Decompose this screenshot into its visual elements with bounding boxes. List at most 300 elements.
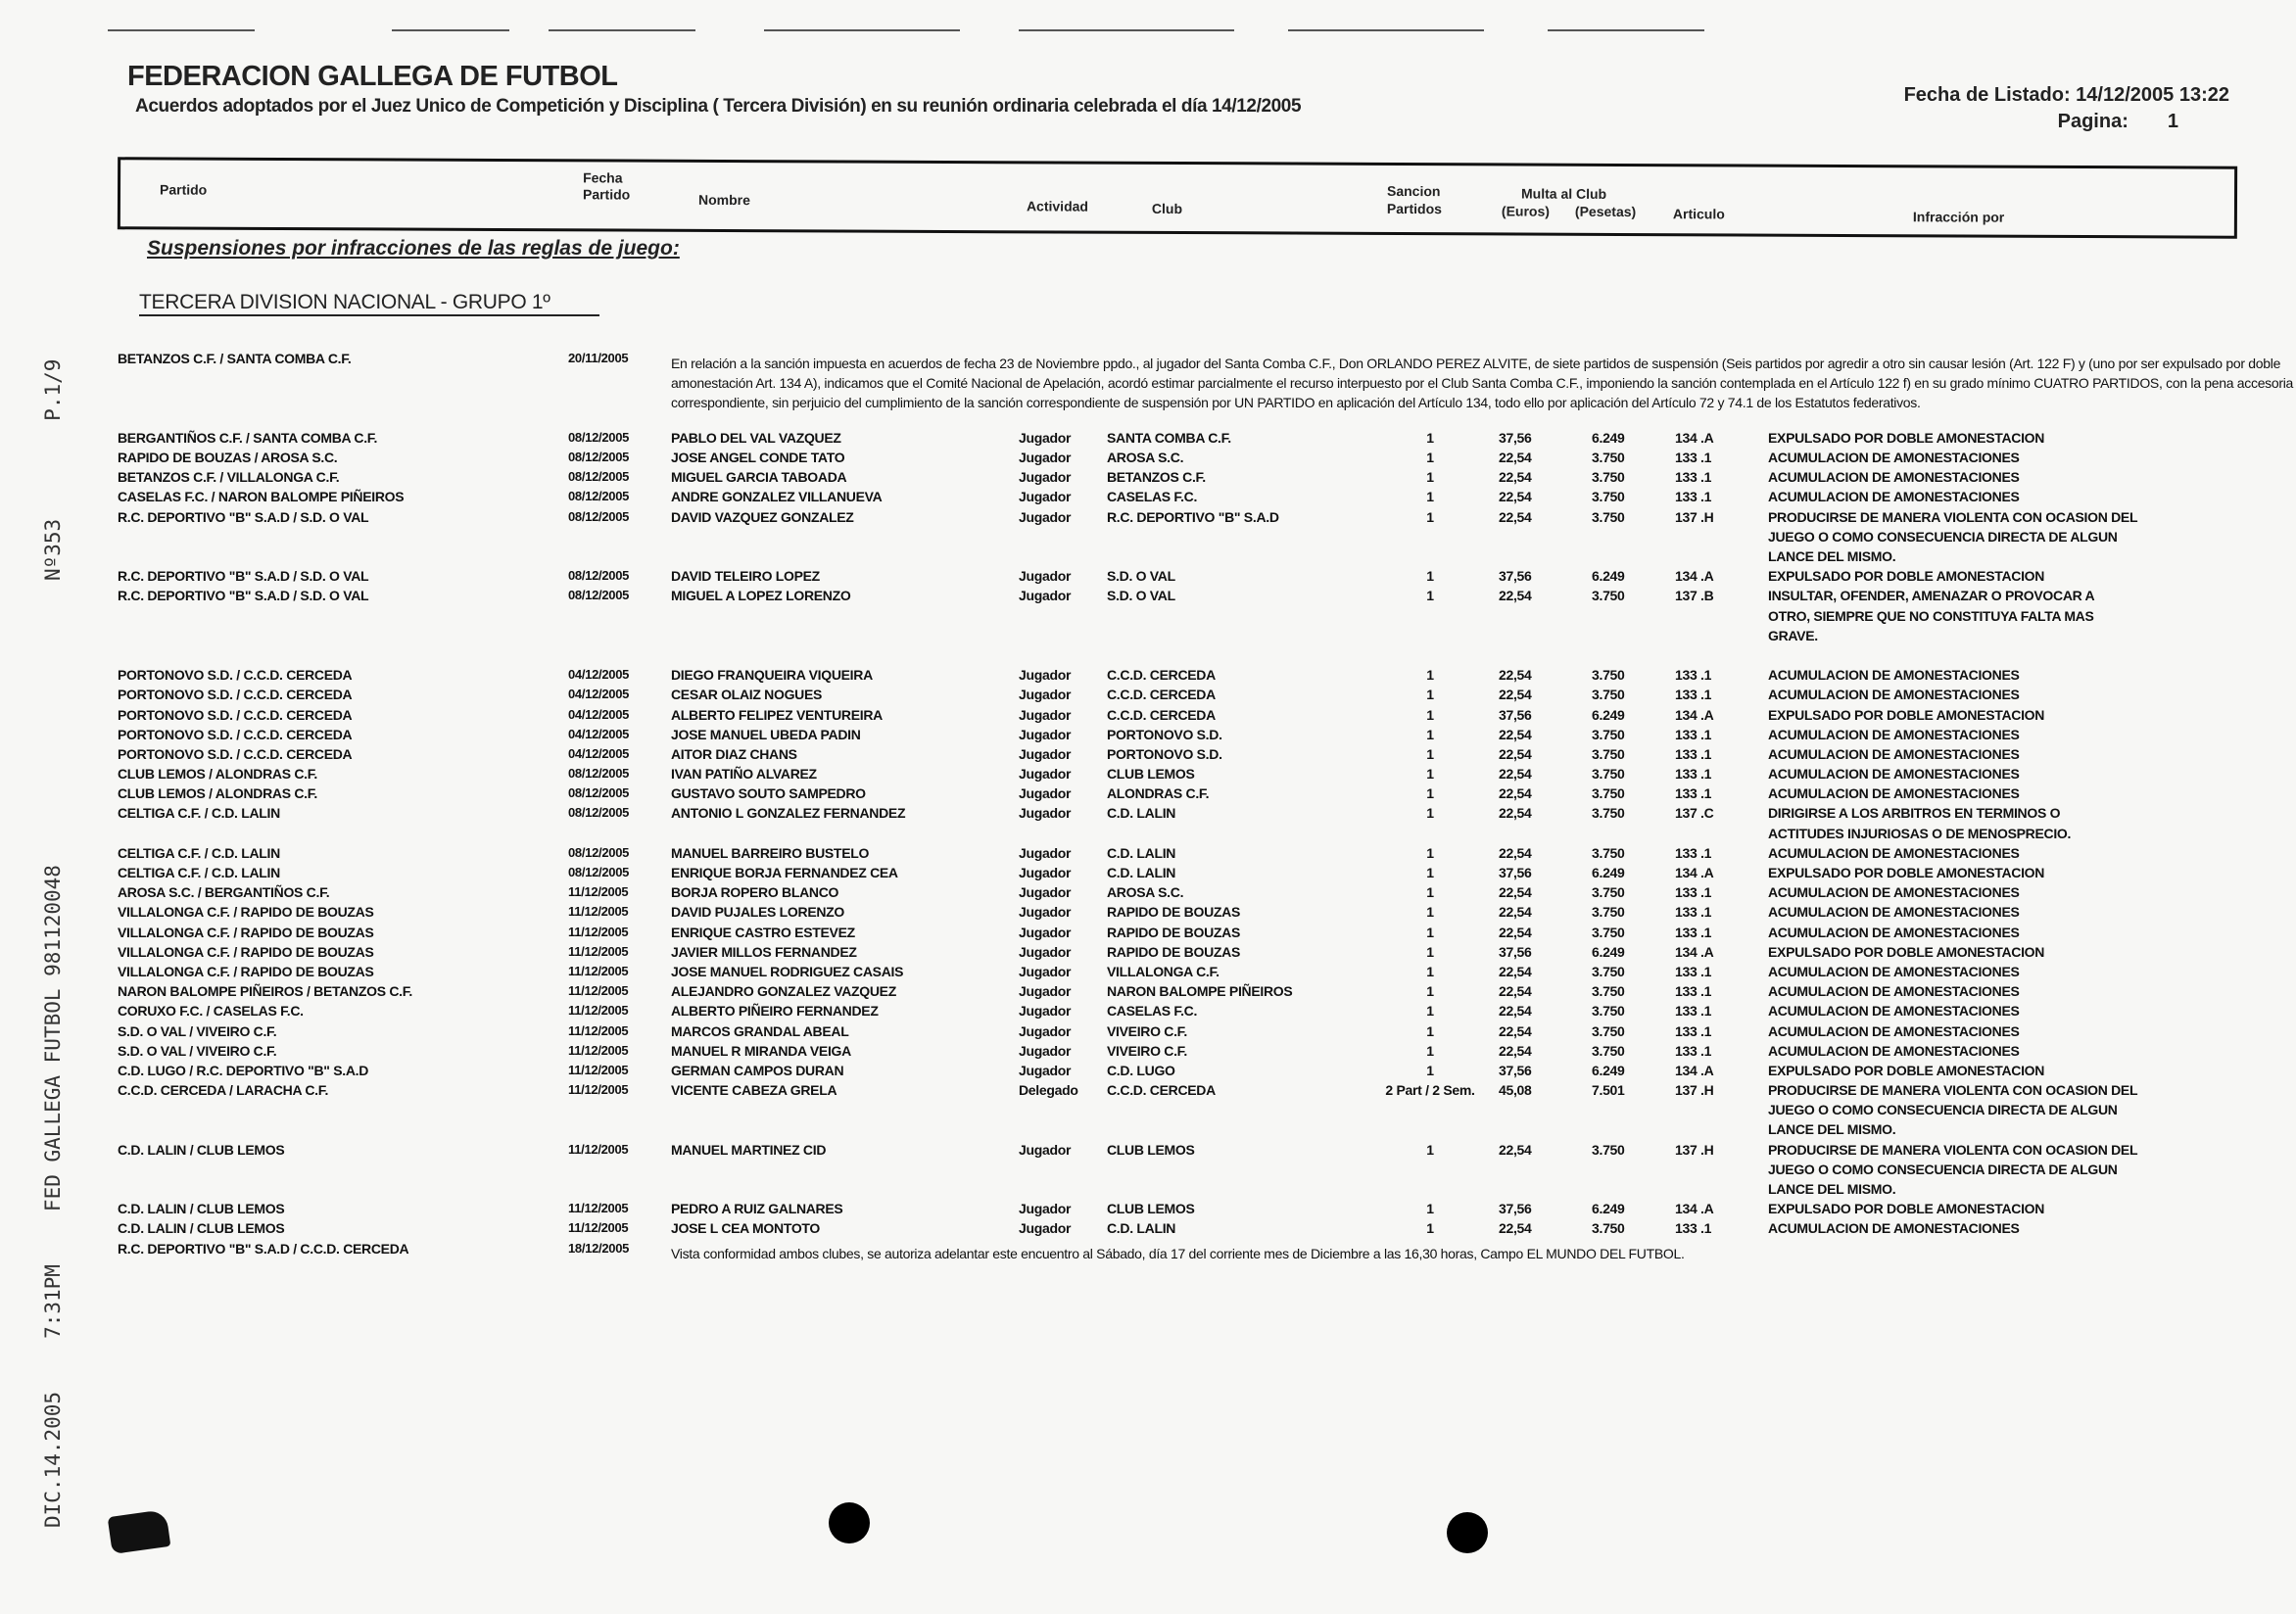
match-date: 08/12/2005 — [568, 568, 630, 584]
player-name: JOSE MANUEL RODRIGUEZ CASAIS — [671, 963, 904, 979]
article: 133 .1 — [1675, 1220, 1712, 1237]
fine-euros: 22,54 — [1499, 785, 1532, 802]
club: CASELAS F.C. — [1107, 1003, 1198, 1020]
fine-pesetas: 3.750 — [1592, 449, 1625, 465]
infraction-line: INSULTAR, OFENDER, AMENAZAR O PROVOCAR A — [1768, 588, 2095, 604]
scan-artifact-line — [108, 29, 255, 31]
match: C.D. LALIN / CLUB LEMOS — [118, 1141, 285, 1158]
sanction-row — [118, 902, 2253, 922]
infraction — [1768, 566, 2044, 586]
sanction-row — [118, 744, 2253, 764]
sanction-row — [118, 487, 2253, 506]
infraction-line: ACUMULACION DE AMONESTACIONES — [1768, 766, 2020, 783]
group-title: TERCERA DIVISION NACIONAL - GRUPO 1º — [139, 291, 599, 316]
activity: Jugador — [1019, 429, 1072, 446]
player-name: MIGUEL GARCIA TABOADA — [671, 469, 847, 486]
fine-pesetas: 3.750 — [1592, 1141, 1625, 1158]
player-name: MARCOS GRANDAL ABEAL — [671, 1022, 849, 1039]
fine-pesetas: 3.750 — [1592, 687, 1625, 703]
club: R.C. DEPORTIVO "B" S.A.D — [1107, 508, 1279, 525]
listing-date: Fecha de Listado: 14/12/2005 13:22 — [1903, 84, 2229, 106]
article: 133 .1 — [1675, 924, 1712, 940]
column-header-box — [118, 157, 2237, 238]
suspension-matches: 1 — [1426, 687, 1434, 703]
match: BERGANTIÑOS C.F. / SANTA COMBA C.F. — [118, 429, 378, 446]
infraction-line: EXPULSADO POR DOBLE AMONESTACION — [1768, 865, 2045, 881]
article: 133 .1 — [1675, 904, 1712, 921]
fine-euros: 22,54 — [1499, 963, 1532, 979]
player-name: JAVIER MILLOS FERNANDEZ — [671, 943, 857, 960]
infraction — [1768, 487, 2020, 506]
club: AROSA S.C. — [1107, 884, 1184, 901]
fine-euros: 37,56 — [1499, 865, 1532, 881]
fine-pesetas: 6.249 — [1592, 1201, 1625, 1217]
fine-pesetas: 6.249 — [1592, 865, 1625, 881]
player-name: MIGUEL A LOPEZ LORENZO — [671, 588, 851, 604]
sanction-row — [118, 942, 2253, 962]
article: 134 .A — [1675, 568, 1714, 585]
col-multa: Multa al Club — [1520, 185, 1607, 202]
fine-pesetas: 3.750 — [1592, 588, 1625, 604]
suspension-matches: 1 — [1426, 884, 1434, 901]
suspension-matches: 1 — [1426, 568, 1434, 585]
activity: Jugador — [1019, 884, 1072, 901]
match: RAPIDO DE BOUZAS / AROSA S.C. — [118, 449, 338, 465]
infraction — [1768, 803, 2071, 842]
player-name: GERMAN CAMPOS DURAN — [671, 1062, 844, 1078]
match-date: 11/12/2005 — [568, 1082, 629, 1098]
infraction-line: PRODUCIRSE DE MANERA VIOLENTA CON OCASION DEL — [1768, 508, 2138, 525]
article: 137 .H — [1675, 508, 1714, 525]
infraction-line: ACUMULACION DE AMONESTACIONES — [1768, 726, 2020, 742]
infraction-line: ACUMULACION DE AMONESTACIONES — [1768, 983, 2020, 1000]
note-row — [118, 1239, 2253, 1261]
club: C.C.D. CERCEDA — [1107, 1082, 1216, 1099]
fine-euros: 22,54 — [1499, 884, 1532, 901]
sanction-row — [118, 1061, 2253, 1080]
fine-euros: 22,54 — [1499, 469, 1532, 486]
infraction — [1768, 1140, 2137, 1200]
punch-hole — [829, 1502, 870, 1543]
note-text: En relación a la sanción impuesta en acuerdos de fecha 23 de Noviembre ppdo., al jugador del Santa Comba C.F., Don ORLANDO PEREZ ALVITE, de siete partidos de suspensión (Seis partidos por agredir a otro sin causar lesión (Art. 122 F) y (uno por ser expulsado por doble amonestación Art. 134 A), indicamos que el Comité Nacional de Apelación, acordó estimar parcialmente el recurso interpuesto por el Club Santa Comba C.F., imponiendo la sanción contemplada en el Artículo 122 f) en su grado mínimo CUATRO PARTIDOS, con la pena accesoria correspondiente, sin perjuicio del cumplimiento de la sanción correspondiente de suspensión por UN PARTIDO en aplicación del Artículo 134, todo ello por aplicación del Artículo 72 y 74.1 de los Estatutos federativos. — [671, 356, 2294, 411]
suspension-matches: 1 — [1426, 1201, 1434, 1217]
sanction-row — [118, 467, 2253, 487]
scan-artifact-line — [392, 29, 509, 31]
fine-pesetas: 3.750 — [1592, 904, 1625, 921]
article: 133 .1 — [1675, 844, 1712, 861]
scan-artifact-line — [764, 29, 960, 31]
col-fecha-1: Fecha — [583, 169, 623, 186]
suspension-matches: 1 — [1426, 844, 1434, 861]
infraction — [1768, 902, 2020, 922]
match: VILLALONGA C.F. / RAPIDO DE BOUZAS — [118, 924, 374, 940]
suspension-matches: 1 — [1426, 1042, 1434, 1059]
match: PORTONOVO S.D. / C.C.D. CERCEDA — [118, 687, 353, 703]
document-subtitle: Acuerdos adoptados por el Juez Unico de Competición y Disciplina ( Tercera División) en su reunión ordinaria celebrada el día 14/12/2005 — [135, 96, 1302, 117]
match-date: 11/12/2005 — [568, 1062, 629, 1077]
player-name: ANTONIO L GONZALEZ FERNANDEZ — [671, 805, 906, 822]
player-name: JOSE ANGEL CONDE TATO — [671, 449, 845, 465]
match: C.C.D. CERCEDA / LARACHA C.F. — [118, 1082, 329, 1099]
activity: Jugador — [1019, 766, 1072, 783]
infraction-line: JUEGO O COMO CONSECUENCIA DIRECTA DE ALGUN — [1768, 1161, 2118, 1177]
activity: Jugador — [1019, 489, 1072, 505]
article: 133 .1 — [1675, 1042, 1712, 1059]
player-name: DAVID TELEIRO LOPEZ — [671, 568, 820, 585]
col-club: Club — [1151, 200, 1183, 217]
fine-euros: 22,54 — [1499, 588, 1532, 604]
match: S.D. O VAL / VIVEIRO C.F. — [118, 1022, 277, 1039]
activity: Jugador — [1019, 785, 1072, 802]
sanction-row — [118, 665, 2253, 685]
match-date: 08/12/2005 — [568, 785, 630, 801]
player-name: AITOR DIAZ CHANS — [671, 745, 797, 762]
fine-euros: 22,54 — [1499, 1042, 1532, 1059]
club: CLUB LEMOS — [1107, 766, 1195, 783]
activity: Jugador — [1019, 943, 1072, 960]
article: 133 .1 — [1675, 687, 1712, 703]
suspension-matches: 1 — [1426, 924, 1434, 940]
player-name: ANDRE GONZALEZ VILLANUEVA — [671, 489, 883, 505]
suspension-matches: 1 — [1426, 489, 1434, 505]
fine-pesetas: 3.750 — [1592, 1003, 1625, 1020]
infraction-line: ACUMULACION DE AMONESTACIONES — [1768, 1003, 2020, 1020]
article: 133 .1 — [1675, 1003, 1712, 1020]
col-euros: (Euros) — [1501, 203, 1550, 219]
activity: Jugador — [1019, 508, 1072, 525]
club: AROSA S.C. — [1107, 449, 1184, 465]
scan-artifact-line — [549, 29, 695, 31]
fine-pesetas: 3.750 — [1592, 1022, 1625, 1039]
infraction — [1768, 923, 2020, 942]
article: 133 .1 — [1675, 469, 1712, 486]
suspension-matches: 1 — [1426, 1141, 1434, 1158]
page-label: Pagina: — [2057, 111, 2129, 132]
infraction-line: ACUMULACION DE AMONESTACIONES — [1768, 745, 2020, 762]
match-date: 11/12/2005 — [568, 1042, 629, 1058]
suspension-matches: 1 — [1426, 726, 1434, 742]
infraction — [1768, 1041, 2020, 1061]
infraction — [1768, 843, 2020, 863]
infraction — [1768, 1199, 2044, 1218]
fine-pesetas: 6.249 — [1592, 568, 1625, 585]
match: CLUB LEMOS / ALONDRAS C.F. — [118, 785, 318, 802]
page-indicator — [2058, 111, 2178, 133]
col-sancion-1: Sancion — [1386, 182, 1441, 200]
infraction-line: ACTITUDES INJURIOSAS O DE MENOSPRECIO. — [1768, 825, 2072, 841]
fine-euros: 22,54 — [1499, 844, 1532, 861]
scan-artifact-line — [1548, 29, 1704, 31]
club: C.D. LUGO — [1107, 1062, 1175, 1078]
infraction — [1768, 1001, 2020, 1021]
player-name: BORJA ROPERO BLANCO — [671, 884, 839, 901]
infraction-line: EXPULSADO POR DOBLE AMONESTACION — [1768, 943, 2045, 960]
sanction-row — [118, 981, 2253, 1001]
article: 133 .1 — [1675, 1022, 1712, 1039]
infraction — [1768, 783, 2020, 803]
activity: Jugador — [1019, 1201, 1072, 1217]
article: 134 .A — [1675, 865, 1714, 881]
fine-pesetas: 3.750 — [1592, 805, 1625, 822]
activity: Jugador — [1019, 588, 1072, 604]
match: BETANZOS C.F. / VILLALONGA C.F. — [118, 469, 340, 486]
match-date: 11/12/2005 — [568, 924, 629, 939]
player-name: DAVID PUJALES LORENZO — [671, 904, 845, 921]
match: C.D. LUGO / R.C. DEPORTIVO "B" S.A.D — [118, 1062, 369, 1078]
match-date: 11/12/2005 — [568, 1003, 629, 1019]
match: CELTIGA C.F. / C.D. LALIN — [118, 844, 280, 861]
sanction-row — [118, 448, 2253, 467]
infraction — [1768, 1218, 2020, 1238]
fine-euros: 22,54 — [1499, 667, 1532, 684]
infraction — [1768, 507, 2137, 567]
club: C.C.D. CERCEDA — [1107, 706, 1216, 723]
article: 133 .1 — [1675, 449, 1712, 465]
fine-euros: 22,54 — [1499, 489, 1532, 505]
fine-pesetas: 3.750 — [1592, 489, 1625, 505]
article: 133 .1 — [1675, 884, 1712, 901]
match-date: 11/12/2005 — [568, 943, 629, 959]
article: 134 .A — [1675, 1062, 1714, 1078]
club: BETANZOS C.F. — [1107, 469, 1206, 486]
match-date: 11/12/2005 — [568, 1201, 629, 1216]
club: VIVEIRO C.F. — [1107, 1042, 1187, 1059]
suspension-matches: 2 Part / 2 Sem. — [1385, 1082, 1475, 1099]
infraction — [1768, 448, 2020, 467]
match-date: 08/12/2005 — [568, 508, 630, 524]
match: CELTIGA C.F. / C.D. LALIN — [118, 865, 280, 881]
sanction-row — [118, 1041, 2253, 1061]
club: C.C.D. CERCEDA — [1107, 667, 1216, 684]
col-articulo: Articulo — [1672, 206, 1725, 222]
activity: Jugador — [1019, 449, 1072, 465]
activity: Jugador — [1019, 568, 1072, 585]
match-date: 11/12/2005 — [568, 1220, 629, 1236]
infraction-line: ACUMULACION DE AMONESTACIONES — [1768, 884, 2020, 901]
infraction — [1768, 764, 2020, 783]
club: C.C.D. CERCEDA — [1107, 687, 1216, 703]
sanction-row — [118, 507, 2253, 567]
article: 134 .A — [1675, 429, 1714, 446]
club: S.D. O VAL — [1107, 588, 1175, 604]
fine-euros: 22,54 — [1499, 904, 1532, 921]
sanction-row — [118, 803, 2253, 842]
match-date: 11/12/2005 — [568, 983, 629, 999]
match: R.C. DEPORTIVO "B" S.A.D / C.C.D. CERCEDA — [118, 1240, 409, 1257]
player-name: GUSTAVO SOUTO SAMPEDRO — [671, 785, 866, 802]
match-date: 11/12/2005 — [568, 963, 629, 978]
suspension-matches: 1 — [1426, 1220, 1434, 1237]
scan-artifact-line — [1288, 29, 1484, 31]
sanction-row — [118, 685, 2253, 704]
fine-pesetas: 3.750 — [1592, 667, 1625, 684]
infraction-line: ACUMULACION DE AMONESTACIONES — [1768, 449, 2020, 465]
fine-pesetas: 6.249 — [1592, 1062, 1625, 1078]
infraction-line: EXPULSADO POR DOBLE AMONESTACION — [1768, 429, 2045, 446]
player-name: JOSE MANUEL UBEDA PADIN — [671, 726, 861, 742]
activity: Jugador — [1019, 745, 1072, 762]
infraction — [1768, 467, 2020, 487]
match-date: 08/12/2005 — [568, 766, 630, 782]
sanction-row — [118, 1021, 2253, 1041]
match-date: 04/12/2005 — [568, 687, 630, 702]
article: 134 .A — [1675, 1201, 1714, 1217]
activity: Jugador — [1019, 865, 1072, 881]
fine-euros: 22,54 — [1499, 1003, 1532, 1020]
activity: Jugador — [1019, 469, 1072, 486]
scan-artifact-line — [1019, 29, 1234, 31]
fine-euros: 22,54 — [1499, 687, 1532, 703]
activity: Jugador — [1019, 1220, 1072, 1237]
fine-euros: 37,56 — [1499, 943, 1532, 960]
sanction-row — [118, 882, 2253, 902]
suspension-matches: 1 — [1426, 449, 1434, 465]
sanction-row — [118, 1001, 2253, 1021]
col-infraccion: Infracción por — [1912, 209, 2005, 225]
fine-pesetas: 3.750 — [1592, 1220, 1625, 1237]
sanctions-list — [118, 349, 2294, 1261]
club: VIVEIRO C.F. — [1107, 1022, 1187, 1039]
infraction-line: GRAVE. — [1768, 627, 1818, 643]
infraction-line: ACUMULACION DE AMONESTACIONES — [1768, 667, 2020, 684]
player-name: VICENTE CABEZA GRELA — [671, 1082, 837, 1099]
suspension-matches: 1 — [1426, 469, 1434, 486]
player-name: ENRIQUE BORJA FERNANDEZ CEA — [671, 865, 898, 881]
activity: Jugador — [1019, 963, 1072, 979]
infraction — [1768, 685, 2020, 704]
infraction-line: EXPULSADO POR DOBLE AMONESTACION — [1768, 1062, 2045, 1078]
fine-euros: 37,56 — [1499, 568, 1532, 585]
club: SANTA COMBA C.F. — [1107, 429, 1231, 446]
activity: Delegado — [1019, 1082, 1078, 1099]
fax-number: Nº353 — [41, 518, 65, 582]
activity: Jugador — [1019, 844, 1072, 861]
suspension-matches: 1 — [1426, 865, 1434, 881]
sanction-row — [118, 764, 2253, 783]
article: 133 .1 — [1675, 667, 1712, 684]
note-text: Vista conformidad ambos clubes, se autoriza adelantar este encuentro al Sábado, día 17 del corriente mes de Diciembre a las 16,30 horas, Campo EL MUNDO DEL FUTBOL. — [671, 1245, 1685, 1261]
col-actividad: Actividad — [1026, 198, 1089, 214]
club: CASELAS F.C. — [1107, 489, 1198, 505]
player-name: ENRIQUE CASTRO ESTEVEZ — [671, 924, 855, 940]
suspension-matches: 1 — [1426, 983, 1434, 1000]
fine-euros: 22,54 — [1499, 508, 1532, 525]
fine-euros: 37,56 — [1499, 1062, 1532, 1078]
player-name: ALBERTO FELIPEZ VENTUREIRA — [671, 706, 883, 723]
player-name: PEDRO A RUIZ GALNARES — [671, 1201, 843, 1217]
fine-pesetas: 6.249 — [1592, 429, 1625, 446]
activity: Jugador — [1019, 1003, 1072, 1020]
article: 133 .1 — [1675, 489, 1712, 505]
match: S.D. O VAL / VIVEIRO C.F. — [118, 1042, 277, 1059]
match: CLUB LEMOS / ALONDRAS C.F. — [118, 766, 318, 783]
match-date: 11/12/2005 — [568, 1141, 629, 1157]
fine-euros: 22,54 — [1499, 983, 1532, 1000]
player-name: DIEGO FRANQUEIRA VIQUEIRA — [671, 667, 873, 684]
suspension-matches: 1 — [1426, 667, 1434, 684]
fine-pesetas: 3.750 — [1592, 766, 1625, 783]
infraction-line: DIRIGIRSE A LOS ARBITROS EN TERMINOS O — [1768, 805, 2061, 822]
fine-euros: 22,54 — [1499, 726, 1532, 742]
club: S.D. O VAL — [1107, 568, 1175, 585]
player-name: CESAR OLAIZ NOGUES — [671, 687, 823, 703]
match-date: 08/12/2005 — [568, 805, 630, 821]
activity: Jugador — [1019, 667, 1072, 684]
section-title: Suspensiones por infracciones de las reglas de juego: — [147, 237, 680, 260]
article: 133 .1 — [1675, 785, 1712, 802]
infraction-line: EXPULSADO POR DOBLE AMONESTACION — [1768, 706, 2045, 723]
fine-pesetas: 3.750 — [1592, 1042, 1625, 1059]
fine-euros: 22,54 — [1499, 1141, 1532, 1158]
infraction — [1768, 962, 2020, 981]
article: 137 .H — [1675, 1082, 1714, 1099]
player-name: DAVID VAZQUEZ GONZALEZ — [671, 508, 854, 525]
infraction-line: EXPULSADO POR DOBLE AMONESTACION — [1768, 568, 2045, 585]
match-date: 18/12/2005 — [568, 1240, 630, 1256]
infraction — [1768, 882, 2020, 902]
infraction — [1768, 981, 2020, 1001]
col-sancion-2: Partidos — [1386, 200, 1443, 217]
activity: Jugador — [1019, 924, 1072, 940]
activity: Jugador — [1019, 1022, 1072, 1039]
fine-pesetas: 3.750 — [1592, 726, 1625, 742]
match: VILLALONGA C.F. / RAPIDO DE BOUZAS — [118, 943, 374, 960]
club: ALONDRAS C.F. — [1107, 785, 1210, 802]
player-name: ALBERTO PIÑEIRO FERNANDEZ — [671, 1003, 879, 1020]
suspension-matches: 1 — [1426, 805, 1434, 822]
sanction-row — [118, 586, 2253, 665]
suspension-matches: 1 — [1426, 943, 1434, 960]
infraction-line: ACUMULACION DE AMONESTACIONES — [1768, 924, 2020, 940]
fax-transmission-header — [41, 307, 65, 1528]
fine-pesetas: 3.750 — [1592, 983, 1625, 1000]
match: PORTONOVO S.D. / C.C.D. CERCEDA — [118, 667, 353, 684]
infraction-line: ACUMULACION DE AMONESTACIONES — [1768, 1220, 2020, 1237]
club: NARON BALOMPE PIÑEIROS — [1107, 983, 1293, 1000]
match-date: 08/12/2005 — [568, 489, 630, 504]
suspension-matches: 1 — [1426, 785, 1434, 802]
article: 133 .1 — [1675, 963, 1712, 979]
club: C.D. LALIN — [1107, 844, 1176, 861]
infraction-line: ACUMULACION DE AMONESTACIONES — [1768, 1022, 2020, 1039]
fax-time: 7:31PM — [41, 1264, 65, 1339]
suspension-matches: 1 — [1426, 904, 1434, 921]
infraction-line: ACUMULACION DE AMONESTACIONES — [1768, 963, 2020, 979]
match-date: 04/12/2005 — [568, 745, 630, 761]
fine-pesetas: 3.750 — [1592, 963, 1625, 979]
infraction-line: ACUMULACION DE AMONESTACIONES — [1768, 844, 2020, 861]
player-name: ALEJANDRO GONZALEZ VAZQUEZ — [671, 983, 896, 1000]
match-date: 04/12/2005 — [568, 726, 630, 741]
club: RAPIDO DE BOUZAS — [1107, 943, 1240, 960]
sanction-row — [118, 566, 2253, 586]
article: 134 .A — [1675, 943, 1714, 960]
note-row — [118, 349, 2294, 428]
match: CORUXO F.C. / CASELAS F.C. — [118, 1003, 304, 1020]
match: CASELAS F.C. / NARON BALOMPE PIÑEIROS — [118, 489, 405, 505]
sanction-row — [118, 962, 2253, 981]
fax-date: DIC.14.2005 — [41, 1391, 65, 1528]
infraction-line: LANCE DEL MISMO. — [1768, 547, 1896, 564]
match-date: 11/12/2005 — [568, 904, 629, 920]
suspension-matches: 1 — [1426, 766, 1434, 783]
sanction-row — [118, 863, 2253, 882]
article: 133 .1 — [1675, 745, 1712, 762]
sanction-row — [118, 1218, 2253, 1238]
infraction — [1768, 428, 2044, 448]
infraction-line: ACUMULACION DE AMONESTACIONES — [1768, 469, 2020, 486]
infraction-line: PRODUCIRSE DE MANERA VIOLENTA CON OCASION DEL — [1768, 1141, 2138, 1158]
